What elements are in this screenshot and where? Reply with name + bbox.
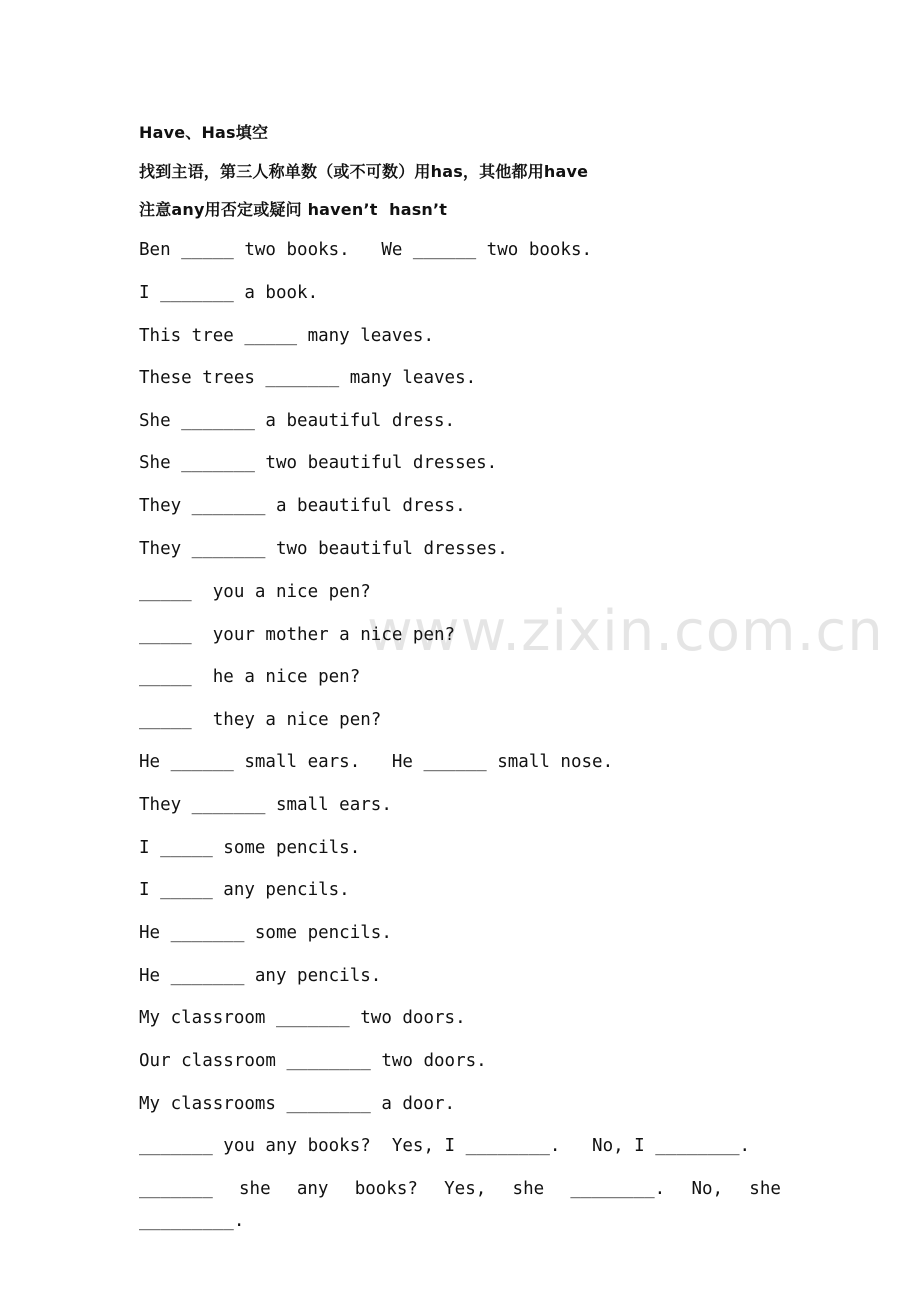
exercise-line-1: Ben _____ two books. We ______ two books.: [139, 240, 593, 260]
exercise-line-14: They _______ small ears.: [139, 795, 392, 815]
word: No,: [691, 1179, 724, 1199]
instruction-any: 注意any用否定或疑问 haven’t hasn’t: [139, 200, 448, 219]
exercise-line-10: _____ your mother a nice pen?: [139, 625, 456, 645]
blank-word: ________.: [570, 1179, 666, 1199]
word: she: [512, 1179, 545, 1199]
instruction-rule: 找到主语，第三人称单数（或不可数）用has，其他都用have: [139, 162, 589, 181]
exercise-line-4: These trees _______ many leaves.: [139, 368, 477, 388]
worksheet-title: Have、Has填空: [139, 123, 269, 142]
exercise-line-20: Our classroom ________ two doors.: [139, 1051, 487, 1071]
word: she: [239, 1179, 271, 1199]
exercise-line-6: She _______ two beautiful dresses.: [139, 453, 498, 473]
exercise-line-9: _____ you a nice pen?: [139, 582, 371, 602]
exercise-line-15: I _____ some pencils.: [139, 838, 361, 858]
blank-word: _______: [139, 1179, 213, 1199]
word: Yes,: [444, 1179, 487, 1199]
exercise-line-23: [139, 1178, 781, 1200]
word: she: [749, 1179, 781, 1199]
exercise-line-11: _____ he a nice pen?: [139, 667, 361, 687]
exercise-line-12: _____ they a nice pen?: [139, 710, 382, 730]
exercise-line-16: I _____ any pencils.: [139, 880, 350, 900]
exercise-line-8: They _______ two beautiful dresses.: [139, 539, 508, 559]
exercise-line-3: This tree _____ many leaves.: [139, 326, 435, 346]
exercise-line-23-continuation: _________.: [139, 1211, 245, 1231]
exercise-line-18: He _______ any pencils.: [139, 966, 382, 986]
exercise-line-22: _______ you any books? Yes, I ________. No, I ________.: [139, 1136, 751, 1156]
word: any: [296, 1179, 329, 1199]
exercise-line-5: She _______ a beautiful dress.: [139, 411, 456, 431]
exercise-line-7: They _______ a beautiful dress.: [139, 496, 466, 516]
exercise-line-2: I _______ a book.: [139, 283, 319, 303]
exercise-line-17: He _______ some pencils.: [139, 923, 392, 943]
watermark: www.zixin.com.cn: [367, 599, 884, 664]
exercise-line-19: My classroom _______ two doors.: [139, 1008, 466, 1028]
word: books?: [354, 1179, 418, 1199]
exercise-line-13: He ______ small ears. He ______ small nose.: [139, 752, 614, 772]
exercise-line-21: My classrooms ________ a door.: [139, 1094, 456, 1114]
